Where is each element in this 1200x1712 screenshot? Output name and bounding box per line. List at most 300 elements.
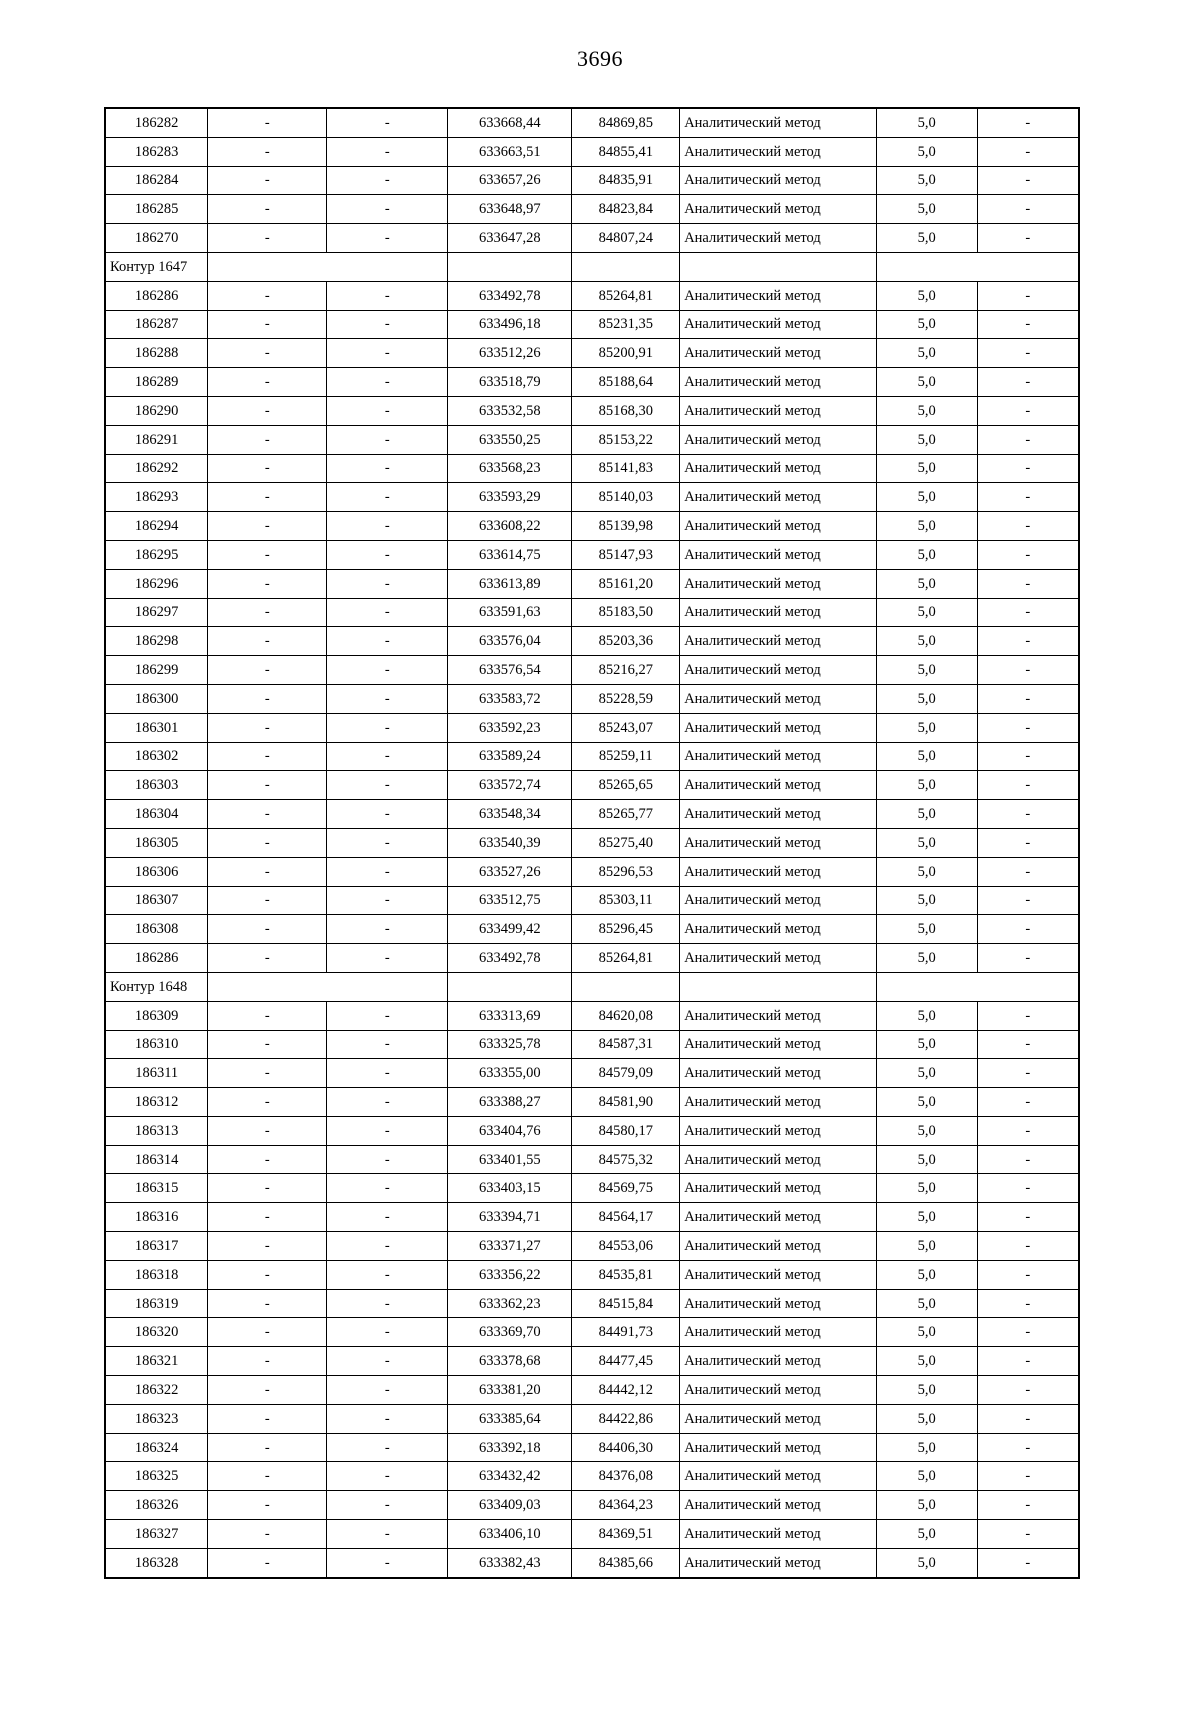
y-coordinate-cell: 84364,23 — [572, 1491, 680, 1520]
method-cell: Аналитический метод — [680, 1116, 877, 1145]
table-row — [105, 742, 1079, 771]
method-cell: Аналитический метод — [680, 1059, 877, 1088]
description-cell: - — [977, 1088, 1079, 1117]
method-cell: Аналитический метод — [680, 684, 877, 713]
method-cell: Аналитический метод — [680, 771, 877, 800]
description-cell: - — [977, 224, 1079, 253]
point-number-cell: 186292 — [105, 454, 208, 483]
table-row — [105, 195, 1079, 224]
point-number-cell: 186323 — [105, 1404, 208, 1433]
point-number-cell: 186303 — [105, 771, 208, 800]
method-cell: Аналитический метод — [680, 339, 877, 368]
table-row — [105, 684, 1079, 713]
old-y-cell: - — [327, 195, 448, 224]
y-coordinate-cell: 84587,31 — [572, 1030, 680, 1059]
method-cell: Аналитический метод — [680, 310, 877, 339]
table-row — [105, 425, 1079, 454]
old-y-cell: - — [327, 742, 448, 771]
section-row — [105, 252, 1079, 281]
table-row — [105, 828, 1079, 857]
point-number-cell: 186302 — [105, 742, 208, 771]
old-y-cell: - — [327, 1433, 448, 1462]
description-cell: - — [977, 425, 1079, 454]
method-cell: Аналитический метод — [680, 1318, 877, 1347]
point-number-cell: 186300 — [105, 684, 208, 713]
accuracy-cell: 5,0 — [876, 742, 977, 771]
table-row — [105, 1174, 1079, 1203]
description-cell: - — [977, 944, 1079, 973]
table-row — [105, 454, 1079, 483]
old-x-cell: - — [208, 1548, 327, 1577]
old-x-cell: - — [208, 368, 327, 397]
method-cell: Аналитический метод — [680, 742, 877, 771]
x-coordinate-cell: 633401,55 — [448, 1145, 572, 1174]
old-x-cell: - — [208, 310, 327, 339]
accuracy-cell: 5,0 — [876, 1145, 977, 1174]
x-coordinate-cell: 633382,43 — [448, 1548, 572, 1577]
y-coordinate-cell: 84580,17 — [572, 1116, 680, 1145]
old-x-cell: - — [208, 771, 327, 800]
point-number-cell: 186318 — [105, 1260, 208, 1289]
table-row — [105, 569, 1079, 598]
accuracy-cell: 5,0 — [876, 540, 977, 569]
table-row — [105, 1088, 1079, 1117]
y-coordinate-cell: 85141,83 — [572, 454, 680, 483]
description-cell: - — [977, 771, 1079, 800]
old-y-cell: - — [327, 310, 448, 339]
description-cell: - — [977, 1232, 1079, 1261]
y-coordinate-cell: 84442,12 — [572, 1376, 680, 1405]
accuracy-cell: 5,0 — [876, 627, 977, 656]
table-row — [105, 915, 1079, 944]
method-cell: Аналитический метод — [680, 137, 877, 166]
description-cell: - — [977, 1203, 1079, 1232]
old-y-cell: - — [327, 1491, 448, 1520]
table-row — [105, 1491, 1079, 1520]
x-coordinate-cell: 633404,76 — [448, 1116, 572, 1145]
table-row — [105, 713, 1079, 742]
description-cell: - — [977, 483, 1079, 512]
method-cell: Аналитический метод — [680, 915, 877, 944]
table-row — [105, 281, 1079, 310]
method-cell: Аналитический метод — [680, 281, 877, 310]
y-coordinate-cell: 84553,06 — [572, 1232, 680, 1261]
x-coordinate-cell: 633663,51 — [448, 137, 572, 166]
old-x-cell: - — [208, 656, 327, 685]
point-number-cell: 186305 — [105, 828, 208, 857]
point-number-cell: 186312 — [105, 1088, 208, 1117]
point-number-cell: 186326 — [105, 1491, 208, 1520]
accuracy-cell: 5,0 — [876, 598, 977, 627]
point-number-cell: 186293 — [105, 483, 208, 512]
x-coordinate-cell: 633403,15 — [448, 1174, 572, 1203]
old-y-cell: - — [327, 1059, 448, 1088]
point-number-cell: 186304 — [105, 800, 208, 829]
old-y-cell: - — [327, 281, 448, 310]
description-cell: - — [977, 368, 1079, 397]
table-row — [105, 1145, 1079, 1174]
method-cell: Аналитический метод — [680, 828, 877, 857]
table-row — [105, 1520, 1079, 1549]
method-cell: Аналитический метод — [680, 944, 877, 973]
point-number-cell: 186291 — [105, 425, 208, 454]
method-cell: Аналитический метод — [680, 1289, 877, 1318]
x-coordinate-cell: 633593,29 — [448, 483, 572, 512]
description-cell: - — [977, 800, 1079, 829]
old-y-cell: - — [327, 1088, 448, 1117]
y-coordinate-cell: 85296,53 — [572, 857, 680, 886]
point-number-cell: 186313 — [105, 1116, 208, 1145]
method-cell: Аналитический метод — [680, 800, 877, 829]
point-number-cell: 186299 — [105, 656, 208, 685]
description-cell: - — [977, 310, 1079, 339]
point-number-cell: 186295 — [105, 540, 208, 569]
point-number-cell: 186325 — [105, 1462, 208, 1491]
x-coordinate-cell: 633512,26 — [448, 339, 572, 368]
y-coordinate-cell: 84579,09 — [572, 1059, 680, 1088]
method-cell: Аналитический метод — [680, 1260, 877, 1289]
old-y-cell: - — [327, 1116, 448, 1145]
x-coordinate-cell: 633394,71 — [448, 1203, 572, 1232]
old-y-cell: - — [327, 1289, 448, 1318]
empty-cell — [876, 252, 1079, 281]
old-x-cell: - — [208, 1491, 327, 1520]
y-coordinate-cell: 84855,41 — [572, 137, 680, 166]
y-coordinate-cell: 84385,66 — [572, 1548, 680, 1577]
table-row — [105, 512, 1079, 541]
old-y-cell: - — [327, 857, 448, 886]
y-coordinate-cell: 85139,98 — [572, 512, 680, 541]
x-coordinate-cell: 633313,69 — [448, 1001, 572, 1030]
old-y-cell: - — [327, 828, 448, 857]
description-cell: - — [977, 1433, 1079, 1462]
accuracy-cell: 5,0 — [876, 1404, 977, 1433]
y-coordinate-cell: 84869,85 — [572, 108, 680, 137]
x-coordinate-cell: 633385,64 — [448, 1404, 572, 1433]
x-coordinate-cell: 633512,75 — [448, 886, 572, 915]
old-x-cell: - — [208, 1433, 327, 1462]
old-x-cell: - — [208, 281, 327, 310]
method-cell: Аналитический метод — [680, 425, 877, 454]
x-coordinate-cell: 633388,27 — [448, 1088, 572, 1117]
old-y-cell: - — [327, 1548, 448, 1577]
empty-cell — [680, 252, 877, 281]
description-cell: - — [977, 1462, 1079, 1491]
old-x-cell: - — [208, 1318, 327, 1347]
old-x-cell: - — [208, 800, 327, 829]
old-y-cell: - — [327, 483, 448, 512]
point-number-cell: 186297 — [105, 598, 208, 627]
description-cell: - — [977, 1491, 1079, 1520]
y-coordinate-cell: 84515,84 — [572, 1289, 680, 1318]
y-coordinate-cell: 85265,77 — [572, 800, 680, 829]
y-coordinate-cell: 84477,45 — [572, 1347, 680, 1376]
table-row — [105, 1318, 1079, 1347]
y-coordinate-cell: 85183,50 — [572, 598, 680, 627]
method-cell: Аналитический метод — [680, 1232, 877, 1261]
method-cell: Аналитический метод — [680, 1088, 877, 1117]
accuracy-cell: 5,0 — [876, 483, 977, 512]
x-coordinate-cell: 633496,18 — [448, 310, 572, 339]
old-x-cell: - — [208, 886, 327, 915]
empty-cell — [572, 972, 680, 1001]
description-cell: - — [977, 1289, 1079, 1318]
accuracy-cell: 5,0 — [876, 368, 977, 397]
x-coordinate-cell: 633492,78 — [448, 944, 572, 973]
old-x-cell: - — [208, 713, 327, 742]
accuracy-cell: 5,0 — [876, 915, 977, 944]
old-x-cell: - — [208, 137, 327, 166]
x-coordinate-cell: 633492,78 — [448, 281, 572, 310]
empty-cell — [572, 252, 680, 281]
accuracy-cell: 5,0 — [876, 1232, 977, 1261]
table-row — [105, 1404, 1079, 1433]
table-row — [105, 1030, 1079, 1059]
y-coordinate-cell: 85188,64 — [572, 368, 680, 397]
y-coordinate-cell: 85200,91 — [572, 339, 680, 368]
y-coordinate-cell: 84569,75 — [572, 1174, 680, 1203]
old-y-cell: - — [327, 396, 448, 425]
description-cell: - — [977, 396, 1079, 425]
x-coordinate-cell: 633371,27 — [448, 1232, 572, 1261]
table-row — [105, 1232, 1079, 1261]
point-number-cell: 186327 — [105, 1520, 208, 1549]
table-row — [105, 598, 1079, 627]
accuracy-cell: 5,0 — [876, 1548, 977, 1577]
old-x-cell: - — [208, 1116, 327, 1145]
method-cell: Аналитический метод — [680, 368, 877, 397]
empty-cell — [448, 972, 572, 1001]
table-row — [105, 656, 1079, 685]
point-number-cell: 186315 — [105, 1174, 208, 1203]
point-number-cell: 186284 — [105, 166, 208, 195]
x-coordinate-cell: 633576,54 — [448, 656, 572, 685]
point-number-cell: 186290 — [105, 396, 208, 425]
old-x-cell: - — [208, 627, 327, 656]
point-number-cell: 186289 — [105, 368, 208, 397]
old-x-cell: - — [208, 339, 327, 368]
table-row — [105, 627, 1079, 656]
accuracy-cell: 5,0 — [876, 1462, 977, 1491]
x-coordinate-cell: 633608,22 — [448, 512, 572, 541]
x-coordinate-cell: 633657,26 — [448, 166, 572, 195]
old-x-cell: - — [208, 224, 327, 253]
method-cell: Аналитический метод — [680, 1174, 877, 1203]
old-x-cell: - — [208, 1088, 327, 1117]
accuracy-cell: 5,0 — [876, 1059, 977, 1088]
old-x-cell: - — [208, 396, 327, 425]
old-x-cell: - — [208, 944, 327, 973]
x-coordinate-cell: 633614,75 — [448, 540, 572, 569]
point-number-cell: 186301 — [105, 713, 208, 742]
method-cell: Аналитический метод — [680, 195, 877, 224]
table-row — [105, 1347, 1079, 1376]
old-y-cell: - — [327, 1232, 448, 1261]
method-cell: Аналитический метод — [680, 1462, 877, 1491]
y-coordinate-cell: 84581,90 — [572, 1088, 680, 1117]
point-number-cell: 186310 — [105, 1030, 208, 1059]
empty-cell — [876, 972, 1079, 1001]
description-cell: - — [977, 1001, 1079, 1030]
accuracy-cell: 5,0 — [876, 828, 977, 857]
old-x-cell: - — [208, 857, 327, 886]
table-row — [105, 310, 1079, 339]
old-y-cell: - — [327, 1462, 448, 1491]
old-x-cell: - — [208, 1404, 327, 1433]
old-x-cell: - — [208, 742, 327, 771]
description-cell: - — [977, 1318, 1079, 1347]
description-cell: - — [977, 166, 1079, 195]
method-cell: Аналитический метод — [680, 1433, 877, 1462]
old-x-cell: - — [208, 1030, 327, 1059]
x-coordinate-cell: 633355,00 — [448, 1059, 572, 1088]
point-number-cell: 186308 — [105, 915, 208, 944]
section-label: Контур 1648 — [105, 972, 208, 1001]
point-number-cell: 186309 — [105, 1001, 208, 1030]
method-cell: Аналитический метод — [680, 166, 877, 195]
description-cell: - — [977, 1174, 1079, 1203]
y-coordinate-cell: 84575,32 — [572, 1145, 680, 1174]
x-coordinate-cell: 633325,78 — [448, 1030, 572, 1059]
x-coordinate-cell: 633648,97 — [448, 195, 572, 224]
y-coordinate-cell: 84835,91 — [572, 166, 680, 195]
x-coordinate-cell: 633527,26 — [448, 857, 572, 886]
x-coordinate-cell: 633572,74 — [448, 771, 572, 800]
point-number-cell: 186322 — [105, 1376, 208, 1405]
point-number-cell: 186311 — [105, 1059, 208, 1088]
y-coordinate-cell: 85147,93 — [572, 540, 680, 569]
old-y-cell: - — [327, 1260, 448, 1289]
table-row — [105, 396, 1079, 425]
method-cell: Аналитический метод — [680, 1347, 877, 1376]
point-number-cell: 186285 — [105, 195, 208, 224]
point-number-cell: 186306 — [105, 857, 208, 886]
old-x-cell: - — [208, 540, 327, 569]
accuracy-cell: 5,0 — [876, 1174, 977, 1203]
x-coordinate-cell: 633550,25 — [448, 425, 572, 454]
method-cell: Аналитический метод — [680, 713, 877, 742]
table-row — [105, 886, 1079, 915]
x-coordinate-cell: 633518,79 — [448, 368, 572, 397]
table-row — [105, 1116, 1079, 1145]
x-coordinate-cell: 633568,23 — [448, 454, 572, 483]
old-y-cell: - — [327, 915, 448, 944]
old-x-cell: - — [208, 1001, 327, 1030]
description-cell: - — [977, 627, 1079, 656]
old-y-cell: - — [327, 800, 448, 829]
accuracy-cell: 5,0 — [876, 195, 977, 224]
table-row — [105, 1289, 1079, 1318]
old-y-cell: - — [327, 1174, 448, 1203]
accuracy-cell: 5,0 — [876, 339, 977, 368]
y-coordinate-cell: 84422,86 — [572, 1404, 680, 1433]
accuracy-cell: 5,0 — [876, 108, 977, 137]
description-cell: - — [977, 1404, 1079, 1433]
table-row — [105, 1059, 1079, 1088]
description-cell: - — [977, 1520, 1079, 1549]
point-number-cell: 186282 — [105, 108, 208, 137]
point-number-cell: 186320 — [105, 1318, 208, 1347]
description-cell: - — [977, 1145, 1079, 1174]
accuracy-cell: 5,0 — [876, 1289, 977, 1318]
method-cell: Аналитический метод — [680, 1203, 877, 1232]
method-cell: Аналитический метод — [680, 1491, 877, 1520]
description-cell: - — [977, 569, 1079, 598]
x-coordinate-cell: 633591,63 — [448, 598, 572, 627]
table-row — [105, 1376, 1079, 1405]
accuracy-cell: 5,0 — [876, 1520, 977, 1549]
description-cell: - — [977, 1030, 1079, 1059]
method-cell: Аналитический метод — [680, 396, 877, 425]
y-coordinate-cell: 85259,11 — [572, 742, 680, 771]
x-coordinate-cell: 633613,89 — [448, 569, 572, 598]
old-x-cell: - — [208, 425, 327, 454]
description-cell: - — [977, 195, 1079, 224]
y-coordinate-cell: 84807,24 — [572, 224, 680, 253]
old-x-cell: - — [208, 195, 327, 224]
point-number-cell: 186317 — [105, 1232, 208, 1261]
accuracy-cell: 5,0 — [876, 1433, 977, 1462]
accuracy-cell: 5,0 — [876, 1347, 977, 1376]
description-cell: - — [977, 540, 1079, 569]
old-x-cell: - — [208, 915, 327, 944]
old-x-cell: - — [208, 1145, 327, 1174]
old-x-cell: - — [208, 684, 327, 713]
table-body — [105, 108, 1079, 1578]
y-coordinate-cell: 85161,20 — [572, 569, 680, 598]
accuracy-cell: 5,0 — [876, 1116, 977, 1145]
table-row — [105, 108, 1079, 137]
description-cell: - — [977, 137, 1079, 166]
accuracy-cell: 5,0 — [876, 1030, 977, 1059]
description-cell: - — [977, 656, 1079, 685]
description-cell: - — [977, 1376, 1079, 1405]
old-y-cell: - — [327, 368, 448, 397]
method-cell: Аналитический метод — [680, 1376, 877, 1405]
old-x-cell: - — [208, 1520, 327, 1549]
description-cell: - — [977, 1059, 1079, 1088]
y-coordinate-cell: 85243,07 — [572, 713, 680, 742]
method-cell: Аналитический метод — [680, 108, 877, 137]
x-coordinate-cell: 633576,04 — [448, 627, 572, 656]
x-coordinate-cell: 633381,20 — [448, 1376, 572, 1405]
y-coordinate-cell: 85264,81 — [572, 944, 680, 973]
method-cell: Аналитический метод — [680, 483, 877, 512]
x-coordinate-cell: 633369,70 — [448, 1318, 572, 1347]
empty-cell — [680, 972, 877, 1001]
y-coordinate-cell: 85303,11 — [572, 886, 680, 915]
y-coordinate-cell: 85231,35 — [572, 310, 680, 339]
method-cell: Аналитический метод — [680, 454, 877, 483]
y-coordinate-cell: 85168,30 — [572, 396, 680, 425]
table-row — [105, 1433, 1079, 1462]
table-row — [105, 857, 1079, 886]
x-coordinate-cell: 633409,03 — [448, 1491, 572, 1520]
x-coordinate-cell: 633392,18 — [448, 1433, 572, 1462]
x-coordinate-cell: 633356,22 — [448, 1260, 572, 1289]
accuracy-cell: 5,0 — [876, 1203, 977, 1232]
accuracy-cell: 5,0 — [876, 1260, 977, 1289]
table-row — [105, 800, 1079, 829]
y-coordinate-cell: 84823,84 — [572, 195, 680, 224]
description-cell: - — [977, 598, 1079, 627]
old-x-cell: - — [208, 1347, 327, 1376]
old-x-cell: - — [208, 1059, 327, 1088]
x-coordinate-cell: 633362,23 — [448, 1289, 572, 1318]
description-cell: - — [977, 108, 1079, 137]
old-y-cell: - — [327, 1376, 448, 1405]
old-y-cell: - — [327, 454, 448, 483]
